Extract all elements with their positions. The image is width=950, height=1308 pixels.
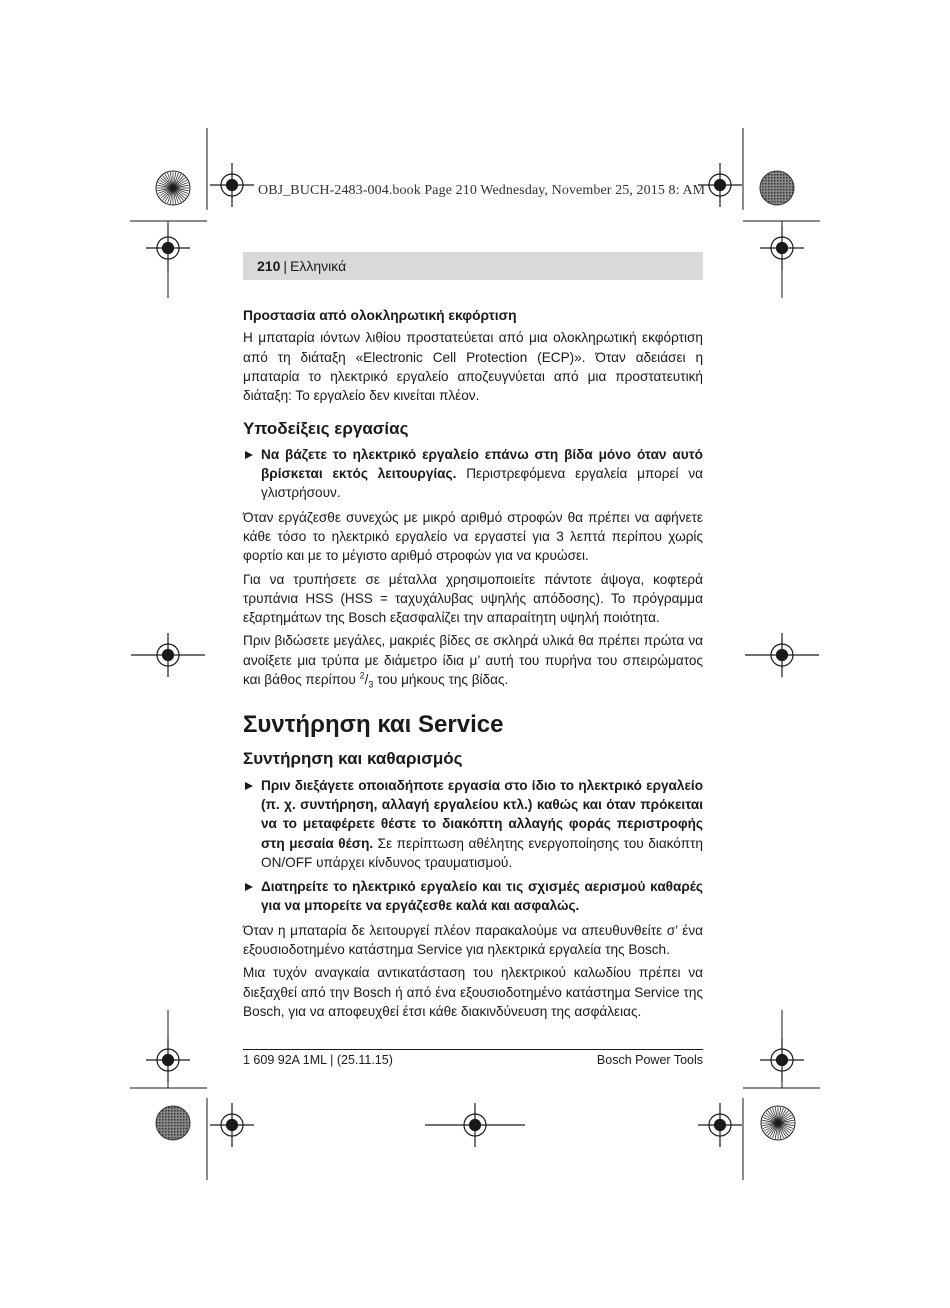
work-hints-para-1: Όταν εργάζεσθε συνεχώς με μικρό αριθμό στροφών θα πρέπει να αφήνετε κάθε τόσο το ηλεκτρικό εργαλείο να εργαστεί για 3 λεπτά περίπου χωρίς φορτίο και με το μέγιστο αριθμό στροφών για να κρυώσει. [243, 509, 703, 564]
bullet-triangle-icon [245, 451, 253, 459]
maintenance-heading: Συντήρηση και καθαρισμός [243, 749, 463, 769]
bullet-bold-text: Διατηρείτε το ηλεκτρικό εργαλείο και τις σχισμές αερισμού καθαρές για να μπορείτε να εργάζεσθε καλά και ασφαλώς. [261, 879, 703, 914]
page-header [243, 252, 703, 280]
bullet-triangle-icon [245, 782, 253, 790]
fraction-numerator: 2 [359, 670, 365, 681]
para-3-start: Πριν βιδώσετε μεγάλες, μακριές βίδες σε σκληρά υλικά θα πρέπει πρώτα να ανοίξετε μια τρύπα με διάμετρο ίδια μ’ αυτή του πυρήνα του σπειρώματος και βάθος περίπου [243, 633, 703, 688]
footer-doc-id: 1 609 92A 1ML | (25.11.15) [243, 1053, 393, 1067]
bullet-text: Σε περίπτωση αθέλητης ενεργοποίησης του διακόπτη ON/OFF υπάρχει κίνδυνος τραυματισμού. [261, 835, 703, 870]
footer-rule [243, 1049, 703, 1050]
deep-discharge-text: Η μπαταρία ιόντων λιθίου προστατεύεται από μια ολοκληρωτική εκφόρτιση από τη διάταξη «Electronic Cell Protection (ECP)». Όταν αδειάσει η μπαταρία το ηλεκτρικό εργαλείο αποζευγνύεται από μια προστατευτική διάταξη: Το εργαλείο δεν κινείται πλέον. [243, 330, 703, 404]
print-slug: OBJ_BUCH-2483-004.book Page 210 Wednesday, November 25, 2015 8: AM [258, 183, 706, 198]
service-heading: Συντήρηση και Service [243, 711, 504, 739]
work-hints-para-2: Για να τρυπήσετε σε μέταλλα χρησιμοποιείτε πάντοτε άψογα, κοφτερά τρυπάνια HSS (HSS = ταχυχάλυβας υψηλής απόδοσης). Το πρόγραμμα εξαρτημάτων της Bosch εξασφαλίζει την απαραίτητη υψηλή ποιότητα. [243, 571, 703, 626]
header-separator: | [283, 258, 287, 274]
para-3-end: του μήκους της βίδας. [373, 672, 509, 688]
bullet-bold-text: Πριν διεξάγετε οποιαδήποτε εργασία στο ίδιο το ηλεκτρικό εργαλείο (π. χ. συντήρηση, αλλαγή εργαλείου κτλ.) καθώς και όταν πρόκειται να το μεταφέρετε θέστε το διακόπτη αλλαγής φοράς περιστροφής στη μεσαία θέση. [261, 777, 703, 851]
work-hints-bullet [243, 445, 703, 503]
footer-brand: Bosch Power Tools [596, 1053, 703, 1067]
work-hints-heading: Υποδείξεις εργασίας [243, 419, 409, 439]
fraction-denominator: 3 [368, 679, 374, 690]
bullet-bold-text: Να βάζετε το ηλεκτρικό εργαλείο επάνω στη βίδα μόνο όταν αυτό βρίσκεται εκτός λειτουργίας. [261, 446, 703, 482]
service-bullet-2 [243, 877, 703, 916]
bullet-triangle-icon [245, 883, 253, 891]
service-para-1: Όταν η μπαταρία δε λειτουργεί πλέον παρακαλούμε να απευθυνθείτε σ’ ένα εξουσιοδοτημένο κατάστημα Service για ηλεκτρικά εργαλεία της Bosch. [243, 922, 703, 958]
header-language: Ελληνικά [290, 258, 347, 274]
bullet-text: Περιστρεφόμενα εργαλεία μπορεί να γλιστρήσουν. [261, 466, 703, 501]
fraction-slash: / [364, 672, 369, 688]
deep-discharge-heading: Προστασία από ολοκληρωτική εκφόρτιση [243, 308, 517, 323]
service-para-2: Μια τυχόν αναγκαία αντικατάσταση του ηλεκτρικού καλωδίου πρέπει να διεξαχθεί από την Bosch ή από ένα εξουσιοδοτημένο κατάστημα Service της Bosch, για να αποφευχθεί έτσι κάθε διακινδύνευση της ασφάλειας. [243, 965, 703, 1019]
work-hints-para-3 [243, 631, 703, 689]
page-number: 210 [257, 258, 281, 274]
page-content [243, 306, 703, 1025]
service-bullet-1 [243, 776, 703, 872]
